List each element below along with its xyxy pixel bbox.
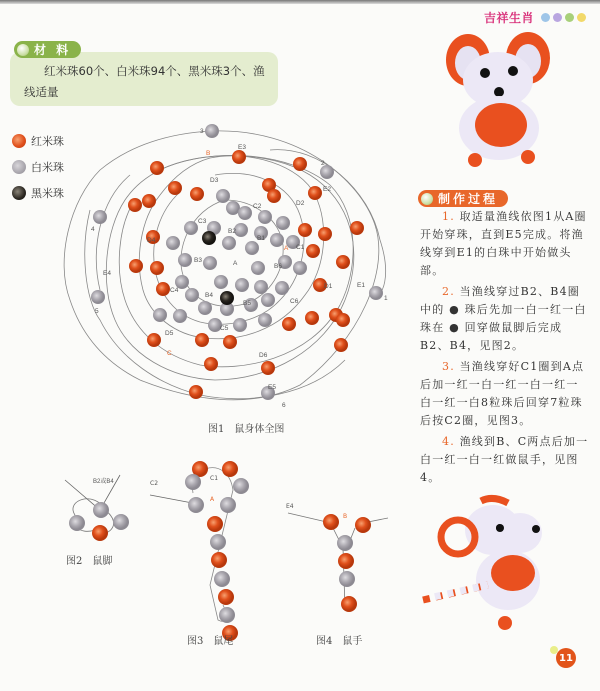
svg-text:A: A [233,260,238,267]
svg-text:B: B [343,513,348,520]
svg-text:C6: C6 [290,298,299,305]
svg-text:A: A [210,496,215,503]
legend-label: 黑米珠 [31,187,64,200]
white-beads-inner [153,189,307,332]
svg-text:C: C [167,350,172,357]
bullet-ball-icon [17,44,29,56]
page-number: 11 [556,648,576,668]
svg-text:E1: E1 [357,282,365,289]
process-steps [420,208,590,490]
svg-text:E5: E5 [268,384,276,391]
svg-text:4: 4 [91,226,95,233]
svg-text:B1: B1 [257,235,265,242]
figure2-caption: 图2 鼠脚 [66,556,113,567]
materials-tag-label: 材 料 [34,43,72,57]
svg-text:E3: E3 [238,144,246,151]
svg-text:D3: D3 [210,177,219,184]
svg-text:E4: E4 [103,270,111,277]
materials-text: 红米珠60个、白米珠94个、黑米珠3个、渔线适量 [24,64,265,99]
svg-text:A: A [284,245,289,252]
svg-text:B4: B4 [205,292,213,299]
figure1-body-diagram [0,118,410,435]
figure4-caption: 图4 鼠手 [316,636,363,647]
svg-text:B2或B4: B2或B4 [93,479,114,485]
svg-text:5: 5 [95,308,99,315]
svg-text:D4: D4 [147,237,156,244]
figure4-hand-diagram [283,498,393,618]
svg-text:E2: E2 [323,186,331,193]
svg-text:6: 6 [282,402,286,409]
svg-text:B: B [206,150,211,157]
black-bead-eye-1 [202,231,216,245]
svg-text:B5: B5 [243,300,251,307]
svg-text:C2: C2 [253,203,262,210]
legend-label: 红米珠 [31,135,64,148]
svg-text:C2: C2 [150,480,159,487]
svg-text:D1: D1 [324,283,333,290]
process-tag [418,190,508,207]
svg-text:D6: D6 [259,352,268,359]
step-2: 2. 当渔线穿过B2、B4圈中的 ● 珠后先加一白一红一白珠在 ● 回穿做鼠脚后完成B2、B4，见图2。 [420,285,587,352]
svg-text:C3: C3 [198,218,207,225]
decor-dot-1 [541,13,550,22]
svg-text:2: 2 [321,160,325,167]
series-header [484,9,586,26]
finished-mouse-photo-front [433,25,563,165]
legend-label: 白米珠 [31,161,64,174]
series-title: 吉祥生肖 [484,11,535,25]
process-tag-label: 制作过程 [438,192,499,206]
figure1-caption: 图1 鼠身体全图 [208,424,285,435]
svg-text:C4: C4 [170,287,179,294]
svg-text:C1: C1 [296,244,305,251]
svg-text:D5: D5 [165,330,174,337]
figure3-tail-diagram [148,455,258,635]
figure2-foot-diagram [55,470,145,540]
decor-dot-4 [577,13,586,22]
bullet-ball-icon [421,193,433,205]
svg-text:B6: B6 [274,263,282,270]
page-top-edge [0,0,600,4]
finished-mouse-photo-side [418,495,558,635]
svg-text:B2: B2 [228,228,236,235]
svg-text:3: 3 [200,128,204,135]
figure3-caption: 图3 鼠尾 [187,636,234,647]
svg-text:C1: C1 [210,475,219,482]
step-4: 4. 渔线到B、C两点后加一白一红一白一红做鼠手，见图4。 [420,435,589,484]
decor-dot-2 [553,13,562,22]
black-bead-eye-2 [220,291,234,305]
svg-text:C5: C5 [220,325,229,332]
svg-text:E4: E4 [286,503,294,510]
step-1: 1. 取适量渔线依图1从A圈开始穿珠，直到E5完成。将渔线穿到E1的白珠中开始做头部。 [420,210,587,277]
svg-text:D2: D2 [296,200,305,207]
materials-tag [14,41,81,58]
decor-dot-3 [565,13,574,22]
svg-text:B3: B3 [194,257,202,264]
step-3: 3. 当渔线穿好C1圈到A点后加一红一白一红一白一红一白一红一白8粒珠后回穿7粒珠后按C2圈，见图3。 [420,360,585,427]
svg-text:1: 1 [384,295,388,302]
